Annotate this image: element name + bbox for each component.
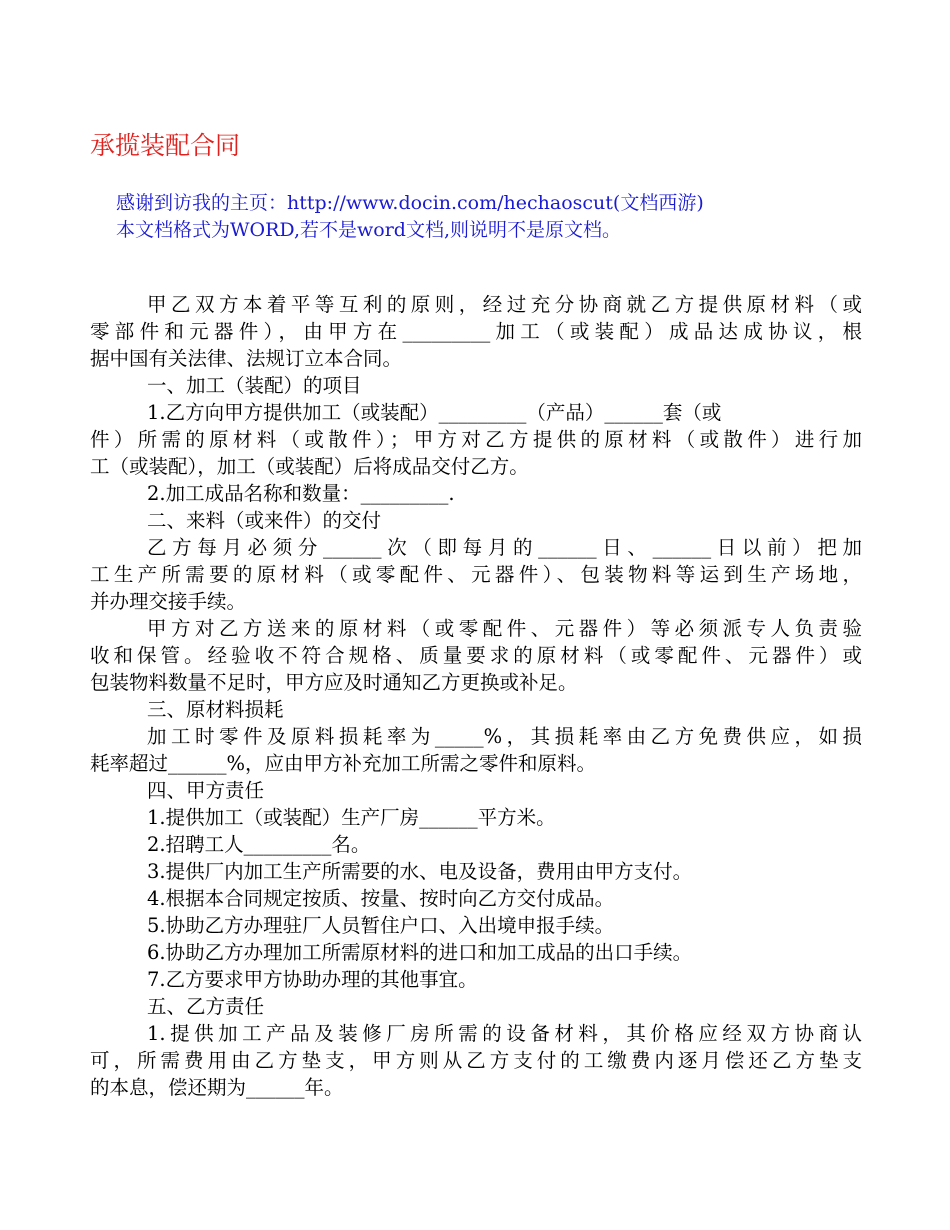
section-heading: 一、加工（装配）的项目: [147, 374, 362, 397]
clause-line: 工生产所需要的原材料（或零配件、元器件）、包装物料等运到生产场地，: [90, 563, 862, 586]
clause-line: 件）所需的原材料（或散件）；甲方对乙方提供的原材料（或散件）进行加: [90, 428, 862, 451]
intro-line: 据中国有关法律、法规订立本合同。: [90, 347, 403, 370]
section-heading: 二、来料（或来件）的交付: [147, 509, 382, 532]
contract-body: [90, 291, 862, 1101]
clause-line: 1.提供加工产品及装修厂房所需的设备材料，其价格应经双方协商认: [147, 1022, 862, 1045]
clause-line: 乙方每月必须分______次（即每月的______日、______日以前）把加: [147, 536, 862, 559]
notice-block: [116, 190, 704, 244]
clause-line: 的本息，偿还期为______年。: [90, 1076, 344, 1099]
intro-line: 零部件和元器件），由甲方在_________加工（或装配）成品达成协议，根: [90, 320, 862, 343]
section-heading: 三、原材料损耗: [147, 698, 284, 721]
clause-line: 包装物料数量不足时，甲方应及时通知乙方更换或补足。: [90, 671, 578, 694]
clause-line: 1.提供加工（或装配）生产厂房______平方米。: [147, 806, 556, 829]
clause-line: 耗率超过______%，应由甲方补充加工所需之零件和原料。: [90, 752, 597, 775]
clause-line: 并办理交接手续。: [90, 590, 247, 613]
clause-line: 加工时零件及原料损耗率为_____%，其损耗率由乙方免费供应，如损: [147, 725, 862, 748]
clause-line: 6.协助乙方办理加工所需原材料的进口和加工成品的出口手续。: [147, 941, 693, 964]
section-heading: 五、乙方责任: [147, 995, 265, 1018]
clause-line: 可，所需费用由乙方垫支，甲方则从乙方支付的工缴费内逐月偿还乙方垫支: [90, 1049, 862, 1072]
clause-line: 2.加工成品名称和数量：_________.: [147, 482, 455, 505]
clause-line: 4.根据本合同规定按质、按量、按时向乙方交付成品。: [147, 887, 615, 910]
notice-format-line: 本文档格式为WORD,若不是word文档,则说明不是原文档。: [116, 219, 621, 241]
clause-line: 5.协助乙方办理驻厂人员暂住户口、入出境申报手续。: [147, 914, 615, 937]
document-title: 承揽装配合同: [90, 131, 241, 160]
clause-line: 7.乙方要求甲方协助办理的其他事宜。: [147, 968, 478, 991]
clause-line: 3.提供厂内加工生产所需要的水、电及设备，费用由甲方支付。: [147, 860, 693, 883]
section-heading: 四、甲方责任: [147, 779, 265, 802]
clause-line: 工（或装配），加工（或装配）后将成品交付乙方。: [90, 455, 529, 478]
intro-line: 甲乙双方本着平等互利的原则，经过充分协商就乙方提供原材料（或: [147, 293, 862, 316]
clause-line: 1.乙方向甲方提供加工（或装配）_________（产品）______套（或: [147, 401, 722, 424]
notice-homepage-line: 感谢到访我的主页：http://www.docin.com/hechaoscut(文档西游): [116, 192, 704, 214]
clause-line: 2.招聘工人_________名。: [147, 833, 371, 856]
clause-line: 收和保管。经验收不符合规格、质量要求的原材料（或零配件、元器件）或: [90, 644, 862, 667]
clause-line: 甲方对乙方送来的原材料（或零配件、元器件）等必须派专人负责验: [147, 617, 862, 640]
